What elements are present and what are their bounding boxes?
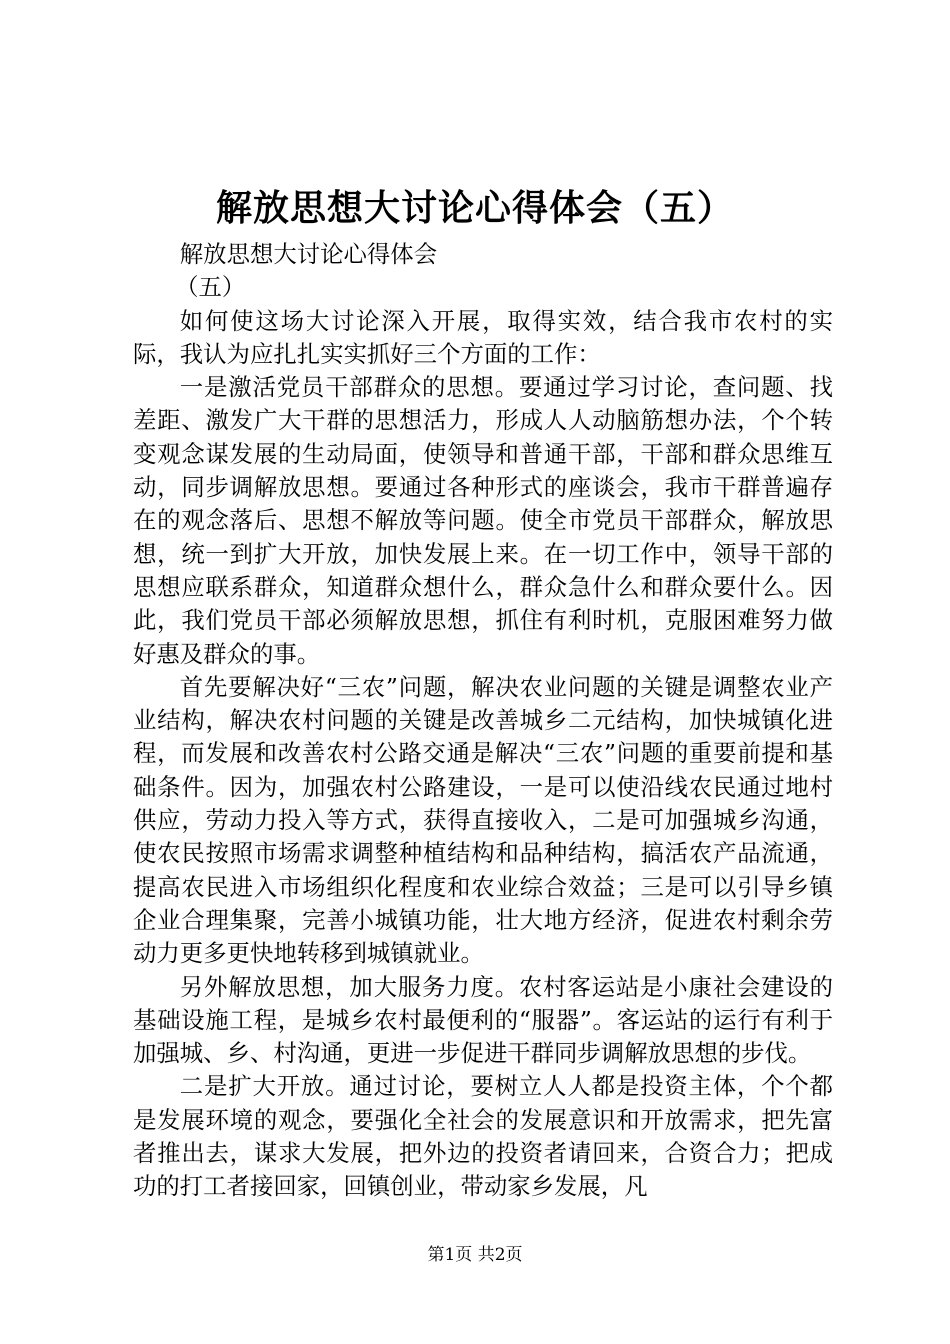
paragraph-point-one: 一是激活党员干部群众的思想。要通过学习讨论，查问题、找差距、激发广大干群的思想活力，形成人人动脑筋想办法，个个转变观念谋发展的生动局面，使领导和普通干部，干部和群众思维互动，同步调解放思想。要通过各种形式的座谈会，我市干群普遍存在的观念落后、思想不解放等问题。使全市党员干部群众，解放思想，统一到扩大开放，加快发展上来。在一切工作中，领导干部的思想应联系群众，知道群众想什么，群众急什么和群众要什么。因此，我们党员干部必须解放思想，抓住有利时机，克服困难努力做好惠及群众的事。 (133, 373, 833, 668)
page-footer: 第1页 共2页 (427, 1245, 523, 1265)
paragraph-service: 另外解放思想，加大服务力度。农村客运站是小康社会建设的基础设施工程，是城乡农村最便利的“服器”。客运站的运行有利于加强城、乡、村沟通，更进一步促进干群同步调解放思想的步伐。 (133, 972, 833, 1068)
paragraph-three-rural: 首先要解决好“三农”问题，解决农业问题的关键是调整农业产业结构，解决农村问题的关键是改善城乡二元结构，加快城镇化进程，而发展和改善农村公路交通是解决“三农”问题的重要前提和基础条件。因为，加强农村公路建设，一是可以使沿线农民通过地村供应，劳动力投入等方式，获得直接收入，二是可加强城乡沟通，使农民按照市场需求调整种植结构和品种结构，搞活农产品流通，提高农民进入市场组织化程度和农业综合效益；三是可以引导乡镇企业合理集聚，完善小城镇功能，壮大地方经济，促进农村剩余劳动力更多更快地转移到城镇就业。 (133, 672, 833, 968)
document-title: 解放思想大讨论心得体会（五） (215, 187, 734, 229)
subtitle-line: 解放思想大讨论心得体会 (179, 240, 438, 268)
paragraph-point-two: 二是扩大开放。通过讨论，要树立人人都是投资主体，个个都是发展环境的观念，要强化全社会的发展意识和开放需求，把先富者推出去，谋求大发展，把外边的投资者请回来，合资合力；把成功的打工者接回家，回镇创业，带动家乡发展，凡 (133, 1072, 833, 1201)
paragraph-intro: 如何使这场大讨论深入开展，取得实效，结合我市农村的实际，我认为应扎扎实实抓好三个方面的工作： (133, 306, 833, 368)
subtitle-paren-line: （五） (175, 273, 246, 302)
document-body (133, 238, 833, 1204)
